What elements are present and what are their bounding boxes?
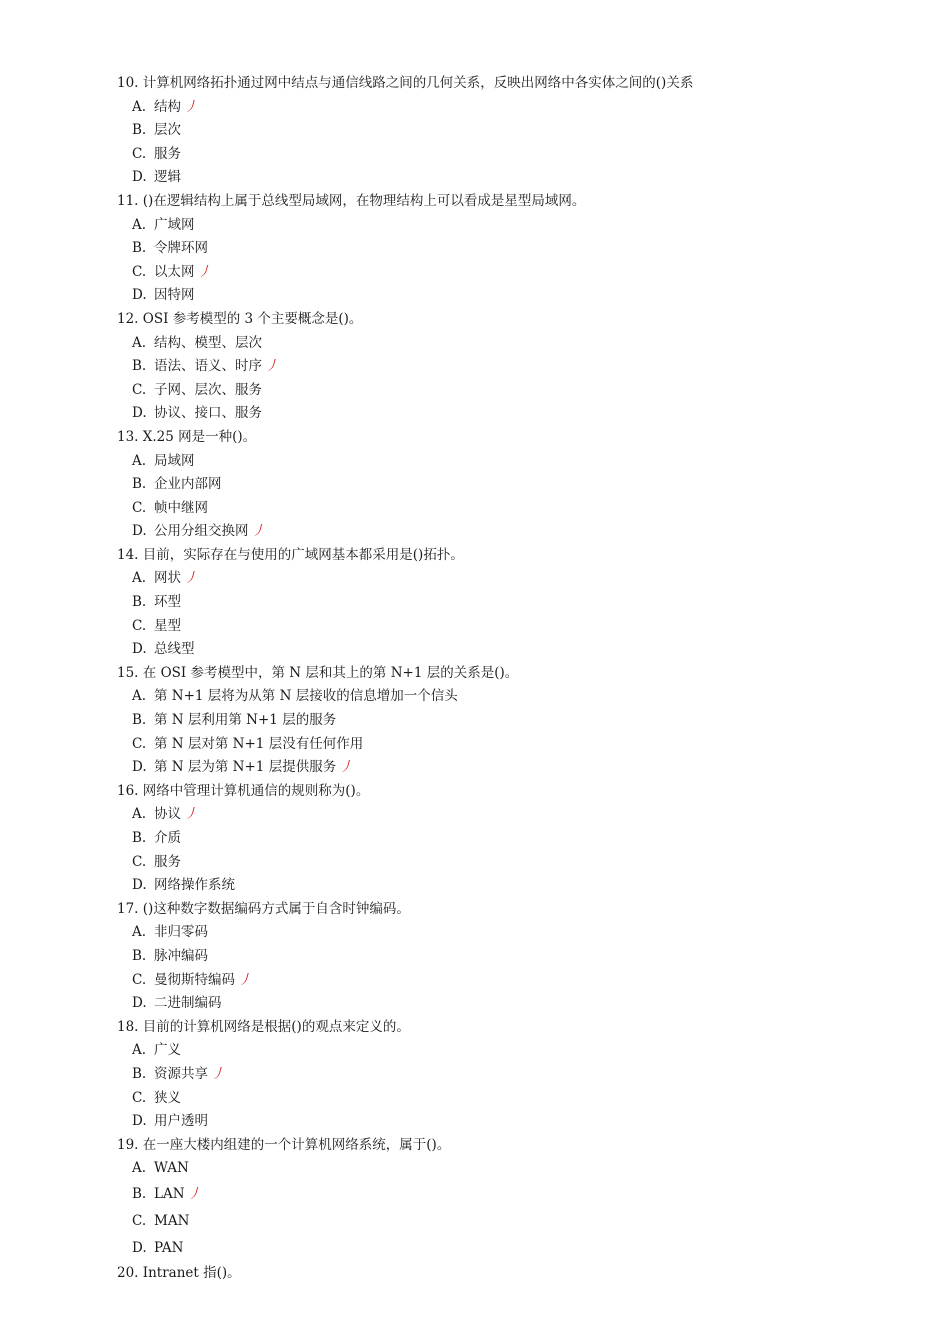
question-number: 11. — [117, 192, 139, 209]
question-number: 20. — [117, 1264, 139, 1281]
answer-option — [0, 214, 950, 238]
question-stem — [0, 544, 950, 568]
option-letter: A. — [132, 924, 147, 941]
question-number: 13. — [117, 428, 139, 445]
question-stem — [0, 1262, 950, 1286]
option-letter: B. — [132, 476, 147, 493]
answer-option — [0, 615, 950, 639]
option-text: 公用分组交换网 — [154, 523, 249, 540]
option-text: 网络操作系统 — [154, 877, 235, 894]
answer-option — [0, 1087, 950, 1111]
answer-option — [0, 284, 950, 308]
option-letter: D. — [132, 523, 147, 540]
option-letter: A. — [132, 806, 147, 823]
question-number: 10. — [117, 75, 139, 91]
question-number: 15. — [117, 664, 139, 681]
option-text: 企业内部网 — [154, 476, 222, 493]
answer-option — [0, 497, 950, 521]
question-number: 17. — [117, 900, 139, 917]
option-letter: C. — [132, 853, 147, 870]
option-letter: B. — [132, 594, 147, 611]
answer-option — [0, 450, 950, 474]
option-letter: B. — [132, 1185, 147, 1202]
option-letter: A. — [132, 1042, 147, 1059]
option-text: 星型 — [154, 617, 181, 634]
option-text: 第 N 层为第 N+1 层提供服务 — [154, 759, 337, 776]
question-number: 18. — [117, 1018, 139, 1035]
question-number: 16. — [117, 782, 139, 799]
question-text: OSI 参考模型的 3 个主要概念是()。 — [142, 310, 363, 327]
answer-option — [0, 166, 950, 190]
option-text: 脉冲编码 — [154, 947, 208, 964]
option-text: 结构、模型、层次 — [154, 334, 262, 351]
option-letter: B. — [132, 712, 147, 729]
option-letter: C. — [132, 617, 147, 634]
option-letter: D. — [132, 287, 147, 304]
answer-option — [0, 969, 950, 993]
answer-option — [0, 591, 950, 615]
question-stem — [0, 662, 950, 686]
answer-option — [0, 567, 950, 591]
option-letter: D. — [132, 169, 147, 186]
question-number: 14. — [117, 546, 139, 563]
question-text: ()这种数字数据编码方式属于自含时钟编码。 — [142, 900, 410, 917]
option-letter: A. — [132, 98, 147, 115]
option-letter: C. — [132, 735, 147, 752]
question-stem — [0, 898, 950, 922]
question-text: 目前的计算机网络是根据()的观点来定义的。 — [142, 1018, 410, 1035]
question-text: X.25 网是一种()。 — [142, 428, 257, 445]
question-stem — [0, 780, 950, 804]
option-text: PAN — [154, 1239, 184, 1256]
answer-option — [0, 237, 950, 261]
option-letter: C. — [132, 145, 147, 162]
answer-option — [0, 638, 950, 662]
answer-option — [0, 803, 950, 827]
answer-option — [0, 1181, 950, 1208]
answer-option — [0, 96, 950, 120]
option-letter: A. — [132, 452, 147, 469]
correct-check-mark: 丿 — [184, 806, 198, 823]
option-text: LAN — [154, 1185, 185, 1202]
answer-option — [0, 827, 950, 851]
answer-option — [0, 851, 950, 875]
question-text: 计算机网络拓扑通过网中结点与通信线路之间的几何关系，反映出网络中各实体之间的()关系 — [142, 75, 694, 91]
correct-check-mark: 丿 — [211, 1065, 225, 1082]
option-letter: D. — [132, 877, 147, 894]
question-stem — [0, 426, 950, 450]
option-letter: C. — [132, 971, 147, 988]
option-letter: A. — [132, 1160, 147, 1177]
correct-check-mark: 丿 — [187, 1185, 202, 1202]
option-text: 网状 — [154, 570, 181, 587]
answer-option — [0, 355, 950, 379]
answer-option — [0, 1235, 950, 1262]
option-letter: D. — [132, 1239, 147, 1256]
question-stem — [0, 1016, 950, 1040]
option-text: 令牌环网 — [154, 240, 208, 257]
option-text: 服务 — [154, 853, 181, 870]
answer-option — [0, 261, 950, 285]
option-text: 逻辑 — [154, 169, 181, 186]
answer-option — [0, 874, 950, 898]
option-text: 二进制编码 — [154, 995, 222, 1012]
option-text: 用户透明 — [154, 1113, 208, 1130]
question-stem — [0, 308, 950, 332]
option-text: 介质 — [154, 830, 181, 846]
answer-option — [0, 473, 950, 497]
option-text: 局域网 — [154, 452, 195, 469]
question-stem — [0, 190, 950, 214]
question-number: 12. — [117, 310, 139, 327]
answer-option — [0, 1208, 950, 1235]
correct-check-mark: 丿 — [184, 98, 198, 115]
option-letter: A. — [132, 334, 147, 351]
answer-option — [0, 379, 950, 403]
option-text: 协议、接口、服务 — [154, 405, 262, 422]
option-text: 资源共享 — [154, 1065, 208, 1082]
option-letter: C. — [132, 499, 147, 516]
option-text: 狭义 — [154, 1089, 181, 1106]
option-letter: B. — [132, 122, 147, 139]
option-letter: D. — [132, 1113, 147, 1130]
answer-option — [0, 143, 950, 167]
answer-option — [0, 709, 950, 733]
option-text: 广域网 — [154, 216, 195, 233]
option-letter: A. — [132, 570, 147, 587]
option-letter: B. — [132, 830, 147, 846]
option-text: WAN — [154, 1160, 189, 1177]
answer-option — [0, 921, 950, 945]
option-text: 广义 — [154, 1042, 181, 1059]
correct-check-mark: 丿 — [339, 759, 353, 776]
option-text: 以太网 — [154, 263, 195, 280]
correct-check-mark: 丿 — [251, 523, 265, 540]
option-text: 结构 — [154, 98, 181, 115]
option-text: 子网、层次、服务 — [154, 381, 262, 398]
option-text: 环型 — [154, 594, 181, 611]
option-letter: C. — [132, 381, 147, 398]
option-letter: D. — [132, 995, 147, 1012]
answer-option — [0, 756, 950, 780]
option-text: 总线型 — [154, 641, 195, 658]
answer-option — [0, 402, 950, 426]
option-letter: B. — [132, 240, 147, 257]
answer-option — [0, 1039, 950, 1063]
question-text: 网络中管理计算机通信的规则称为()。 — [142, 782, 370, 799]
answer-option — [0, 945, 950, 969]
option-text: 帧中继网 — [154, 499, 208, 516]
answer-option — [0, 992, 950, 1016]
answer-option — [0, 685, 950, 709]
option-text: 语法、语义、时序 — [154, 358, 262, 375]
option-letter: A. — [132, 216, 147, 233]
correct-check-mark: 丿 — [184, 570, 198, 587]
option-text: 第 N+1 层将为从第 N 层接收的信息增加一个信头 — [154, 688, 458, 705]
correct-check-mark: 丿 — [197, 263, 211, 280]
option-text: 第 N 层对第 N+1 层没有任何作用 — [154, 735, 364, 752]
correct-check-mark: 丿 — [265, 358, 279, 375]
answer-option — [0, 332, 950, 356]
option-text: 层次 — [154, 122, 181, 139]
option-text: 服务 — [154, 145, 181, 162]
option-text: MAN — [154, 1212, 190, 1229]
question-number: 19. — [117, 1136, 139, 1153]
question-text: ()在逻辑结构上属于总线型局域网，在物理结构上可以看成是星型局域网。 — [142, 192, 586, 209]
answer-option — [0, 520, 950, 544]
question-list — [0, 72, 950, 1286]
answer-option — [0, 1157, 950, 1181]
question-stem — [0, 72, 950, 96]
answer-option — [0, 733, 950, 757]
option-text: 因特网 — [154, 287, 195, 304]
answer-option — [0, 1063, 950, 1087]
option-letter: C. — [132, 1212, 147, 1229]
question-text: 目前，实际存在与使用的广域网基本都采用是()拓扑。 — [142, 546, 464, 563]
answer-option — [0, 119, 950, 143]
option-letter: B. — [132, 358, 147, 375]
question-text: 在一座大楼内组建的一个计算机网络系统，属于()。 — [142, 1136, 451, 1153]
option-letter: A. — [132, 688, 147, 705]
option-text: 曼彻斯特编码 — [154, 971, 235, 988]
correct-check-mark: 丿 — [238, 971, 252, 988]
option-text: 第 N 层利用第 N+1 层的服务 — [154, 712, 337, 729]
option-letter: B. — [132, 1065, 147, 1082]
option-letter: B. — [132, 947, 147, 964]
option-letter: D. — [132, 759, 147, 776]
question-stem — [0, 1134, 950, 1158]
option-letter: D. — [132, 641, 147, 658]
answer-option — [0, 1110, 950, 1134]
option-letter: C. — [132, 263, 147, 280]
question-text: Intranet 指()。 — [142, 1264, 241, 1281]
option-text: 协议 — [154, 806, 181, 823]
option-letter: D. — [132, 405, 147, 422]
option-text: 非归零码 — [154, 924, 208, 941]
question-text: 在 OSI 参考模型中，第 N 层和其上的第 N+1 层的关系是()。 — [142, 664, 519, 681]
option-letter: C. — [132, 1089, 147, 1106]
